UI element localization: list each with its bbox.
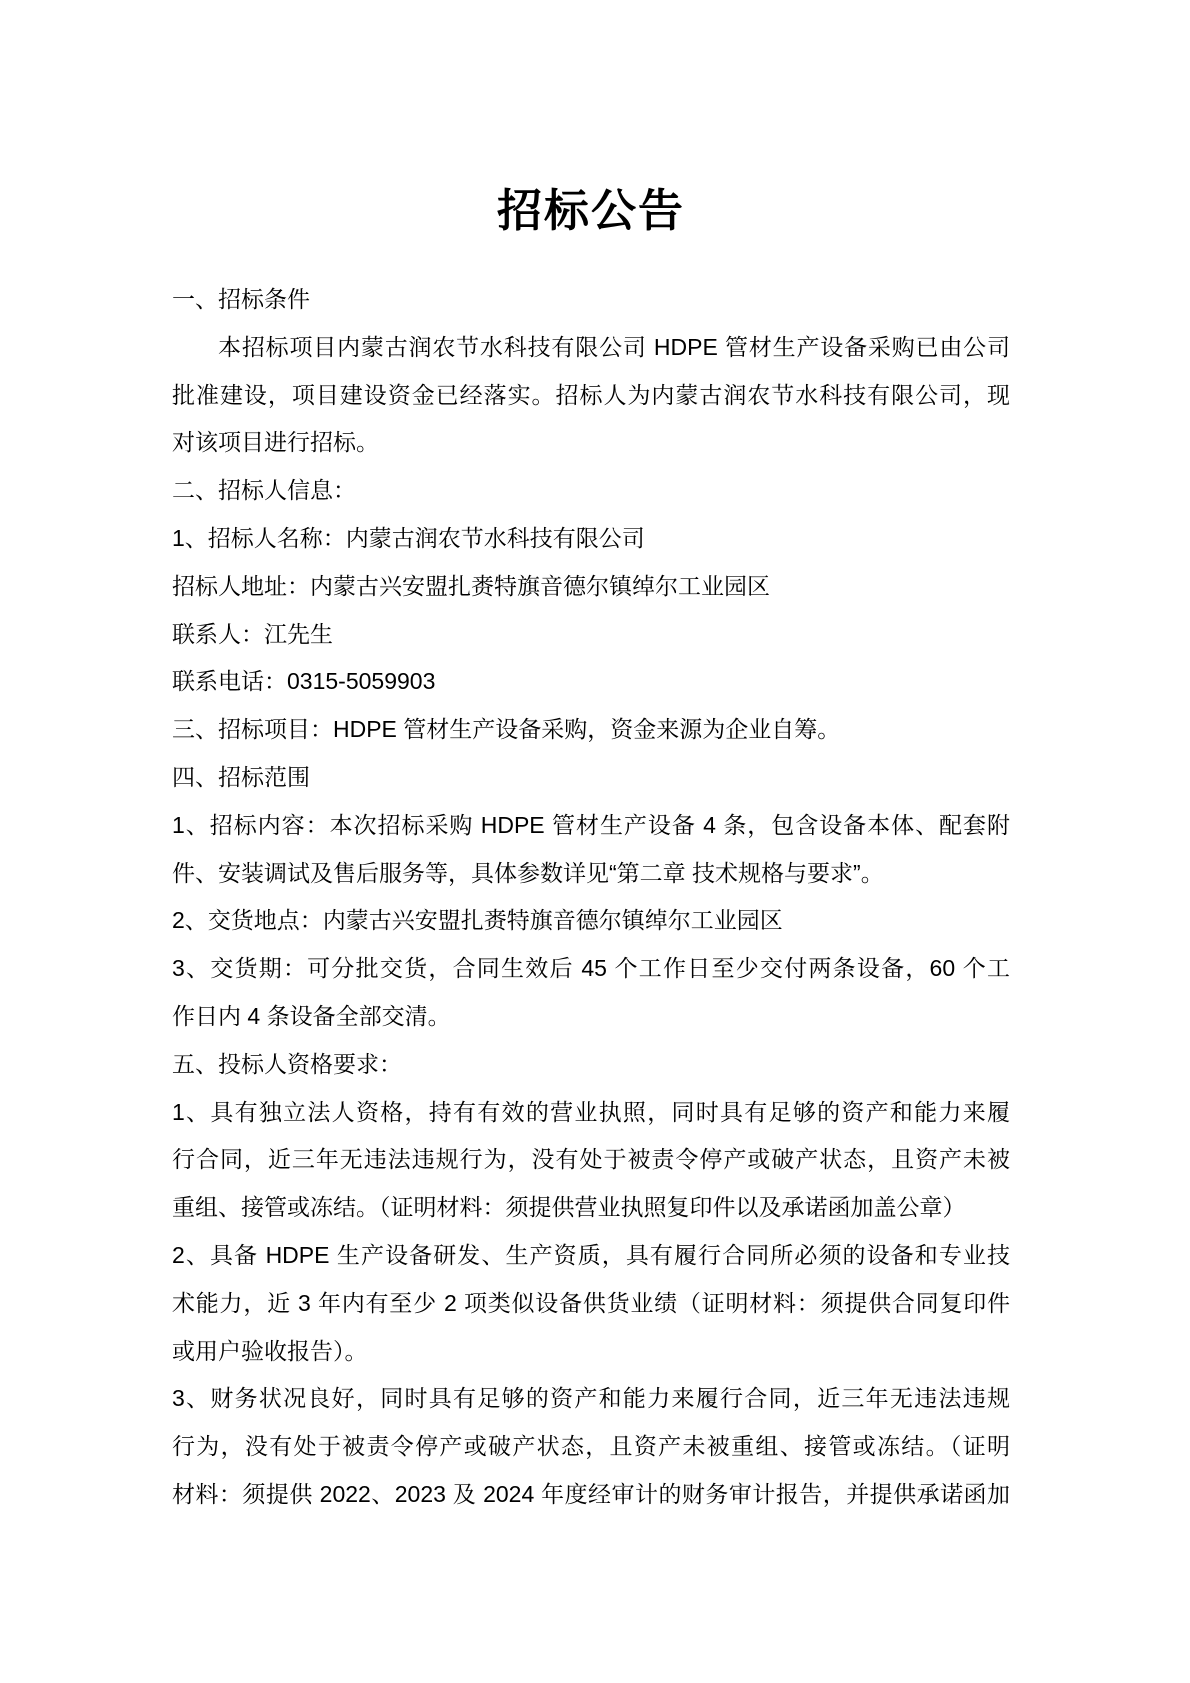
- document-title: 招标公告: [496, 186, 685, 236]
- document-line: 3、交货期：可分批交货，合同生效后 45 个工作日至少交付两条设备，60 个工: [172, 955, 1010, 982]
- document-line: 作日内 4 条设备全部交清。: [172, 1002, 451, 1029]
- document-line: 一、招标条件: [172, 286, 310, 312]
- document-line: 三、招标项目：HDPE 管材生产设备采购，资金来源为企业自筹。: [172, 716, 841, 743]
- document-line: 招标人地址：内蒙古兴安盟扎赉特旗音德尔镇绰尔工业园区: [172, 572, 770, 599]
- document-line: 本招标项目内蒙古润农节水科技有限公司 HDPE 管材生产设备采购已由公司: [218, 333, 1010, 360]
- document-line: 材料：须提供 2022、2023 及 2024 年度经审计的财务审计报告，并提供承诺函加: [172, 1480, 1010, 1507]
- document-line: 件、安装调试及售后服务等，具体参数详见“第二章 技术规格与要求”。: [172, 859, 884, 886]
- document-line: 对该项目进行招标。: [172, 429, 379, 456]
- document-line: 重组、接管或冻结。（证明材料：须提供营业执照复印件以及承诺函加盖公章）: [172, 1194, 966, 1221]
- document-line: 联系人：江先生: [172, 620, 333, 647]
- document-line: 1、招标人名称：内蒙古润农节水科技有限公司: [172, 524, 645, 551]
- document-line: 或用户验收报告）。: [172, 1337, 368, 1364]
- document-line: 联系电话：0315-5059903: [172, 668, 436, 695]
- document-line: 1、招标内容：本次招标采购 HDPE 管材生产设备 4 条，包含设备本体、配套附: [172, 811, 1010, 838]
- document-line: 3、财务状况良好，同时具有足够的资产和能力来履行合同，近三年无违法违规: [172, 1385, 1010, 1412]
- document-body: [172, 276, 1010, 1519]
- document-line: 行为，没有处于被责令停产或破产状态，且资产未被重组、接管或冻结。（证明: [172, 1433, 1010, 1460]
- document-line: 2、具备 HDPE 生产设备研发、生产资质，具有履行合同所必须的设备和专业技: [172, 1241, 1010, 1268]
- document-line: 术能力，近 3 年内有至少 2 项类似设备供货业绩（证明材料：须提供合同复印件: [172, 1289, 1010, 1316]
- document-line: 五、投标人资格要求：: [172, 1050, 402, 1077]
- document-line: 行合同，近三年无违法违规行为，没有处于被责令停产或破产状态，且资产未被: [172, 1146, 1010, 1173]
- document-line: 2、交货地点：内蒙古兴安盟扎赉特旗音德尔镇绰尔工业园区: [172, 907, 783, 934]
- document-line: 二、招标人信息：: [172, 477, 356, 504]
- document-line: 批准建设，项目建设资金已经落实。招标人为内蒙古润农节水科技有限公司，现: [172, 381, 1010, 408]
- document-line: 1、具有独立法人资格，持有有效的营业执照，同时具有足够的资产和能力来履: [172, 1098, 1010, 1125]
- document-line: 四、招标范围: [172, 763, 310, 790]
